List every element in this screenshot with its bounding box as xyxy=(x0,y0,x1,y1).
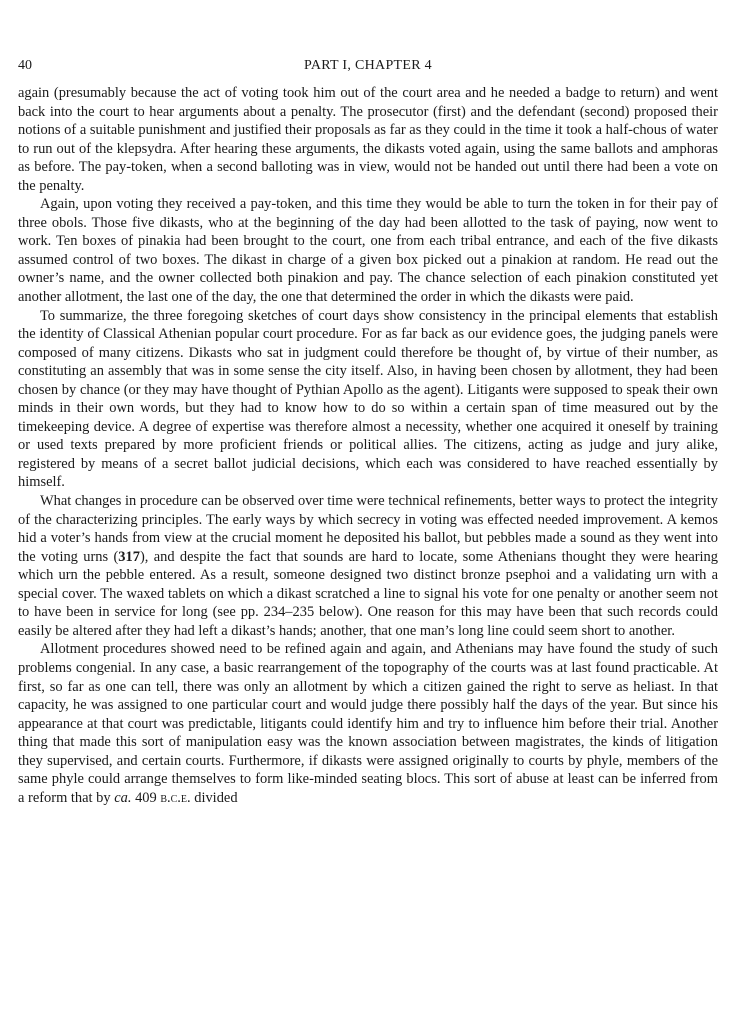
page-header xyxy=(18,56,718,76)
paragraph-1: again (presumably because the act of voting took him out of the court area and he needed a badge to return) and went back into the court to hear arguments about a penalty. The prosecutor (first) and the defendant (second) proposed their notions of a suitable punishment and justified their proposals as far as they could in the time it took a half-chous of water to run out of the klepsydra. After hearing these arguments, the dikasts voted again, using the same ballots and amphoras as before. The pay-token, when a second balloting was in view, would not be handed out until there had been a vote on the penalty. xyxy=(18,85,718,194)
page-number: 40 xyxy=(18,58,32,73)
reference-number: 317 xyxy=(118,548,140,565)
paragraph-4-text-b: ), and despite the fact that sounds are hard to locate, some Athenians thought they were hearing which urn the pebble entered. As a result, someone designed two distinct bronze psephoi and a validating urn with a special cover. The waxed tablets on which a dikast scratched a line to signal his vote for one penalty or another seem not to have been in service for long (see pp. 234–235 below). One reason for this may have been that such records could easily be altered after they had left a dikast’s hands; another, that one man’s long line could seem short to another. xyxy=(18,548,718,639)
circa-abbrev: ca. xyxy=(114,789,132,806)
era-label: b.c.e. xyxy=(160,789,191,806)
document-page xyxy=(18,0,736,1024)
paragraph-2: Again, upon voting they received a pay-token, and this time they would be able to turn the token in for their pay of three obols. Those five dikasts, who at the beginning of the day had been allotted to the task of paying, now went to work. Ten boxes of pinakia had been brought to the court, one from each tribal entrance, and each of the five dikasts assumed control of two boxes. The dikast in charge of a given box picked out a pinakion at random. He read out the owner’s name, and the owner collected both pinakion and pay. The chance selection of each pinakion constituted yet another allotment, the last one of the day, the one that determined the order in which the dikasts were paid. xyxy=(18,196,718,306)
paragraph-3: To summarize, the three foregoing sketches of court days show consistency in the principal elements that establish the identity of Classical Athenian popular court procedure. For as far back as our evidence goes, the judging panels were composed of many citizens. Dikasts who sat in judgment could therefore be thought of, by virtue of their number, as constituting an assembly that was in some sense the city itself. Also, in having been chosen by allotment, they had been chosen by chance (or they may have thought of Pythian Apollo as the agent). Litigants were supposed to speak their own minds in their own words, but they had to know how to do so within a certain span of time measured out by the timekeeping device. A degree of expertise was therefore almost a necessity, whether one acquired it oneself by training or used texts prepared by more proficient friends or political allies. The citizens, acting as judge and jury alike, registered by means of a secret ballot judicial decisions, which each was considered to have reached essentially by himself. xyxy=(18,307,718,491)
running-head: PART I, CHAPTER 4 xyxy=(304,58,432,73)
paragraph-5-text-b: divided xyxy=(190,789,238,806)
paragraph-5-year: 409 xyxy=(131,789,161,806)
body-text xyxy=(18,84,718,807)
paragraph-4-text-a: What changes in procedure can be observed over time were technical refinements, better ways to protect the integrity of the characterizing principles. The early ways by which secrecy in voting was effected needed improvement. A kemos hid a voter’s hands from view at the crucial moment he deposited his ballot, but pebbles made a sound as they went into the voting urns ( xyxy=(18,493,718,565)
paragraph-4 xyxy=(18,492,718,640)
paragraph-5-text-a: Allotment procedures showed need to be refined again and again, and Athenians may have found the study of such problems congenial. In any case, a basic rearrangement of the topography of the courts was at last found practicable. At first, so far as one can tell, there was only an allotment by which a citizen gained the right to serve as heliast. In that capacity, he was assigned to one particular court and would judge there possibly half the days of the year. But since his appearance at that court was predictable, litigants could identify him and try to influence him before their trial. Another thing that made this sort of manipulation easy was the known association between magistrates, the kinds of litigation they supervised, and certain courts. Furthermore, if dikasts were assigned originally to courts by phyle, members of the same phyle could arrange themselves to form like-minded seating blocs. This sort of abuse at least can be inferred from a reform that by xyxy=(18,641,718,806)
paragraph-5 xyxy=(18,640,718,807)
